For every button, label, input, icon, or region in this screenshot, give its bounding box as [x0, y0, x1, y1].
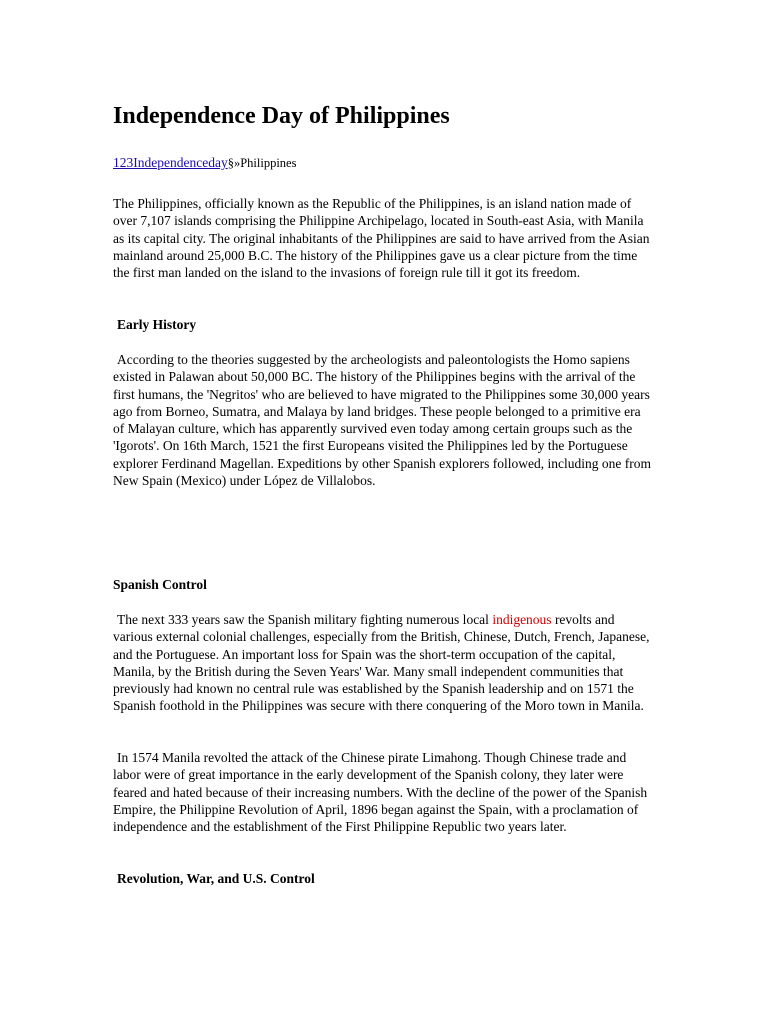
page-title: Independence Day of Philippines	[113, 103, 450, 129]
section-heading-early-history: Early History	[117, 317, 197, 332]
highlight-indigenous: indigenous	[492, 612, 552, 627]
manila-1574-paragraph: In 1574 Manila revolted the attack of the Chinese pirate Limahong. Though Chinese trade and labor were of great importance in the early development of the Spanish colony, they later were feared and hated because of their increasing numbers. With the decline of the power of the Spanish Empire, the Philippine Revolution of April, 1896 began against the Spain, with a proclamation of independence and the establishment of the First Philippine Republic two years later.	[113, 750, 648, 835]
spanish-control-text-end: revolts and various external colonial challenges, especially from the British, Chinese, Dutch, French, Japanese, and the Portuguese. An important loss for Spain was the short-term occupation of the capital, Manila, by the British during the Seven Years' War. Many small independent communities that previously had known no central rule was established by the Spanish leadership and on 1571 the Spanish foothold in the Philippines was secure with there conquering of the Moro town in Manila.	[113, 612, 650, 714]
breadcrumb-home-link[interactable]: 123Independenceday	[113, 155, 228, 170]
breadcrumb-section-sign: §	[227, 156, 234, 170]
spanish-control-text-start: The next 333 years saw the Spanish military fighting numerous local	[117, 612, 493, 627]
breadcrumb-separator: »	[233, 156, 241, 170]
intro-paragraph: The Philippines, officially known as the Republic of the Philippines, is an island nation made of over 7,107 islands comprising the Philippine Archipelago, located in South-east Asia, with Manila as its capital city. The original inhabitants of the Philippines are said to have arrived from the Asian mainland around 25,000 B.C. The history of the Philippines gave us a clear picture from the time the first man landed on the island to the invasions of foreign rule till it got its freedom.	[113, 196, 650, 281]
early-history-paragraph: According to the theories suggested by the archeologists and paleontologists the Homo sapiens existed in Palawan about 50,000 BC. The history of the Philippines begins with the arrival of the first humans, the 'Negritos' who are believed to have migrated to the Philippines some 30,000 years ago from Borneo, Sumatra, and Malaya by land bridges. These people belonged to a primitive era of Malayan culture, which has apparently survived even today among certain groups such as the 'Igorots'. On 16th March, 1521 the first Europeans visited the Philippines led by the Portuguese explorer Ferdinand Magellan. Expeditions by other Spanish explorers followed, including one from New Spain (Mexico) under López de Villalobos.	[113, 352, 652, 489]
breadcrumb	[113, 155, 296, 171]
section-heading-spanish-control: Spanish Control	[113, 577, 207, 592]
breadcrumb-current: Philippines	[240, 156, 297, 170]
section-heading-revolution: Revolution, War, and U.S. Control	[117, 871, 315, 886]
spanish-control-paragraph	[113, 611, 651, 715]
